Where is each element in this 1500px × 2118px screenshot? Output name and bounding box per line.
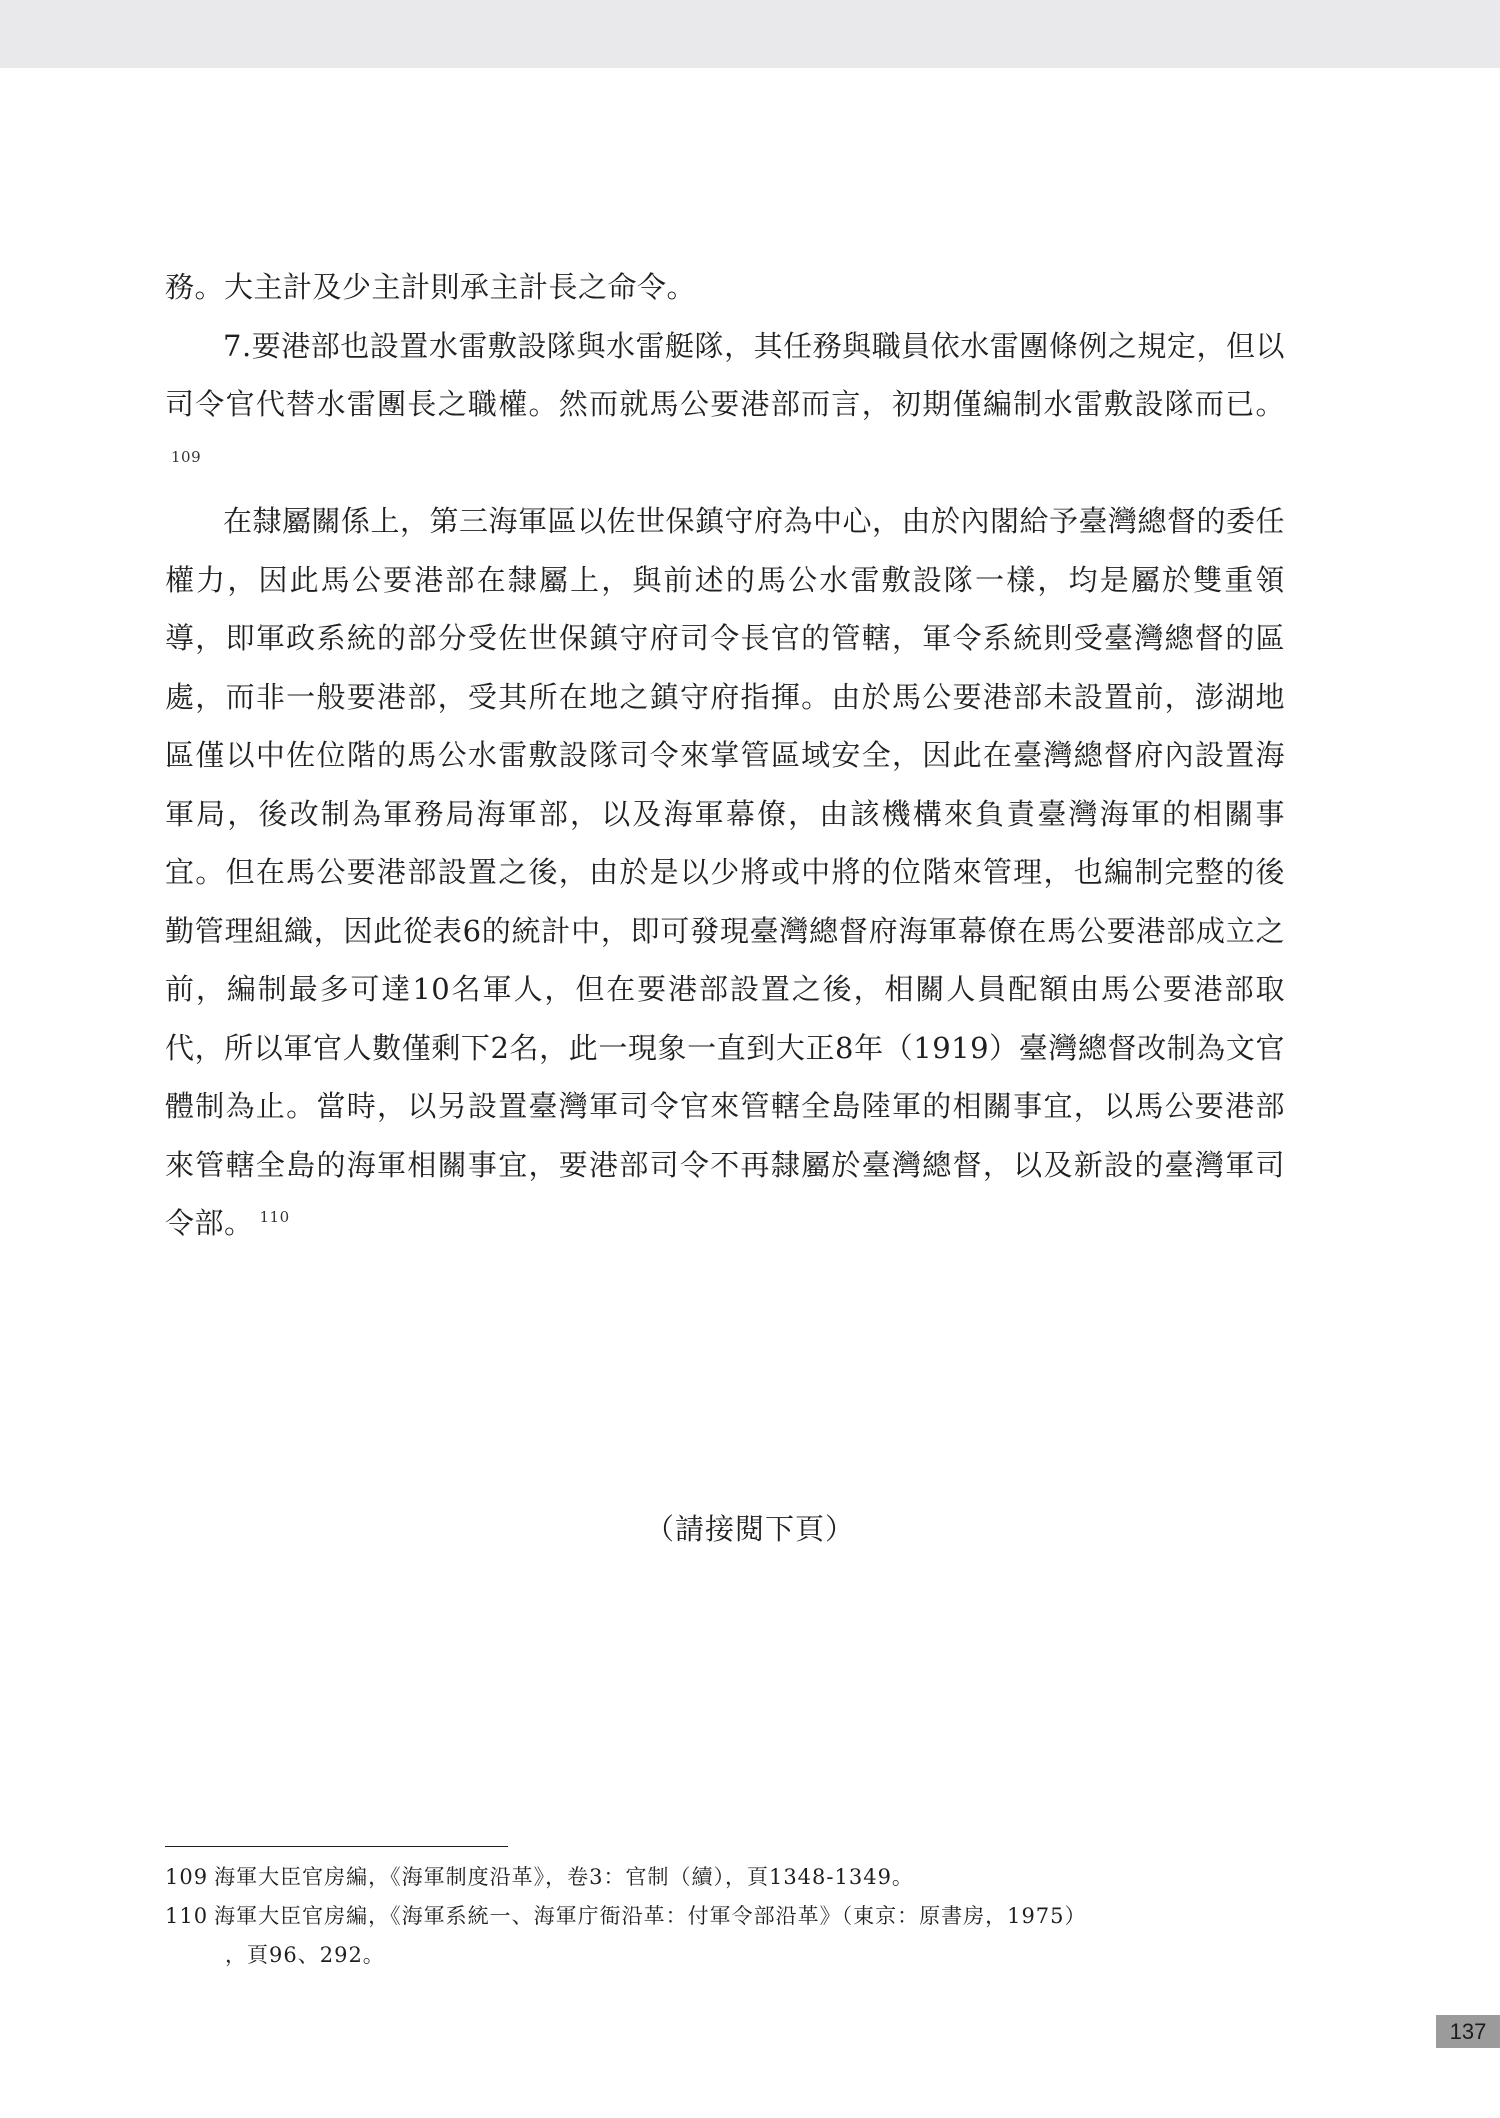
page-number: 137 [1436,2015,1500,2048]
footnote-text: 海軍大臣官房編，《海軍系統一、海軍庁衙沿革：付軍令部沿革》（東京：原書房，1975） [214,1904,1087,1928]
paragraph-1-text: 務。大主計及少主計則承主計長之命令。 [165,270,697,304]
footnote-text-continuation: ，頁96、292。 [225,1943,385,1967]
paragraph-item-7 [165,317,1285,493]
paragraph-subordination [165,492,1285,1253]
footnote-text: 海軍大臣官房編，《海軍制度沿革》，卷3：官制（續），頁1348-1349。 [214,1865,914,1889]
paragraph-3-text: 在隸屬關係上，第三海軍區以佐世保鎮守府為中心，由於內閣給予臺灣總督的委任權力，因此馬公要港部在隸屬上，與前述的馬公水雷敷設隊一樣，均是屬於雙重領導，即軍政系統的部分受佐世保鎮守府司令長官的管轄，軍令系統則受臺灣總督的區處，而非一般要港部，受其所在地之鎮守府指揮。由於馬公要港部未設置前，澎湖地區僅以中佐位階的馬公水雷敷設隊司令來掌管區域安全，因此在臺灣總督府內設置海軍局，後改制為軍務局海軍部，以及海軍幕僚，由該機構來負責臺灣海軍的相關事宜。但在馬公要港部設置之後，由於是以少將或中將的位階來管理，也編制完整的後勤管理組織，因此從表6的統計中，即可發現臺灣總督府海軍幕僚在馬公要港部成立之前，編制最多可達10名軍人，但在要港部設置之後，相關人員配額由馬公要港部取代，所以軍官人數僅剩下2名，此一現象一直到大正8年（1919）臺灣總督改制為文官體制為止。當時，以另設置臺灣軍司令官來管轄全島陸軍的相關事宜，以馬公要港部來管轄全島的海軍相關事宜，要港部司令不再隸屬於臺灣總督，以及新設的臺灣軍司令部。 [165,504,1286,1240]
main-text [165,258,1285,1253]
paragraph-2-text: 7.要港部也設置水雷敷設隊與水雷艇隊，其任務與職員依水雷團條例之規定，但以司令官代替水雷團長之職權。然而就馬公要港部而言，初期僅編制水雷敷設隊而已。 [165,328,1285,421]
scan-top-band [0,0,1500,68]
footnote-110 [165,1897,1285,1975]
footnotes [165,1858,1285,1975]
footnote-number: 110 [165,1904,209,1928]
footnote-109 [165,1858,1285,1897]
paragraph-continuation [165,258,1285,317]
footnote-divider [165,1846,508,1847]
continued-next-page-note: （請接閱下頁） [644,1512,855,1546]
footnote-ref-109[interactable]: 109 [171,447,202,466]
footnote-number: 109 [165,1865,209,1889]
footnote-ref-110[interactable]: 110 [259,1208,290,1227]
